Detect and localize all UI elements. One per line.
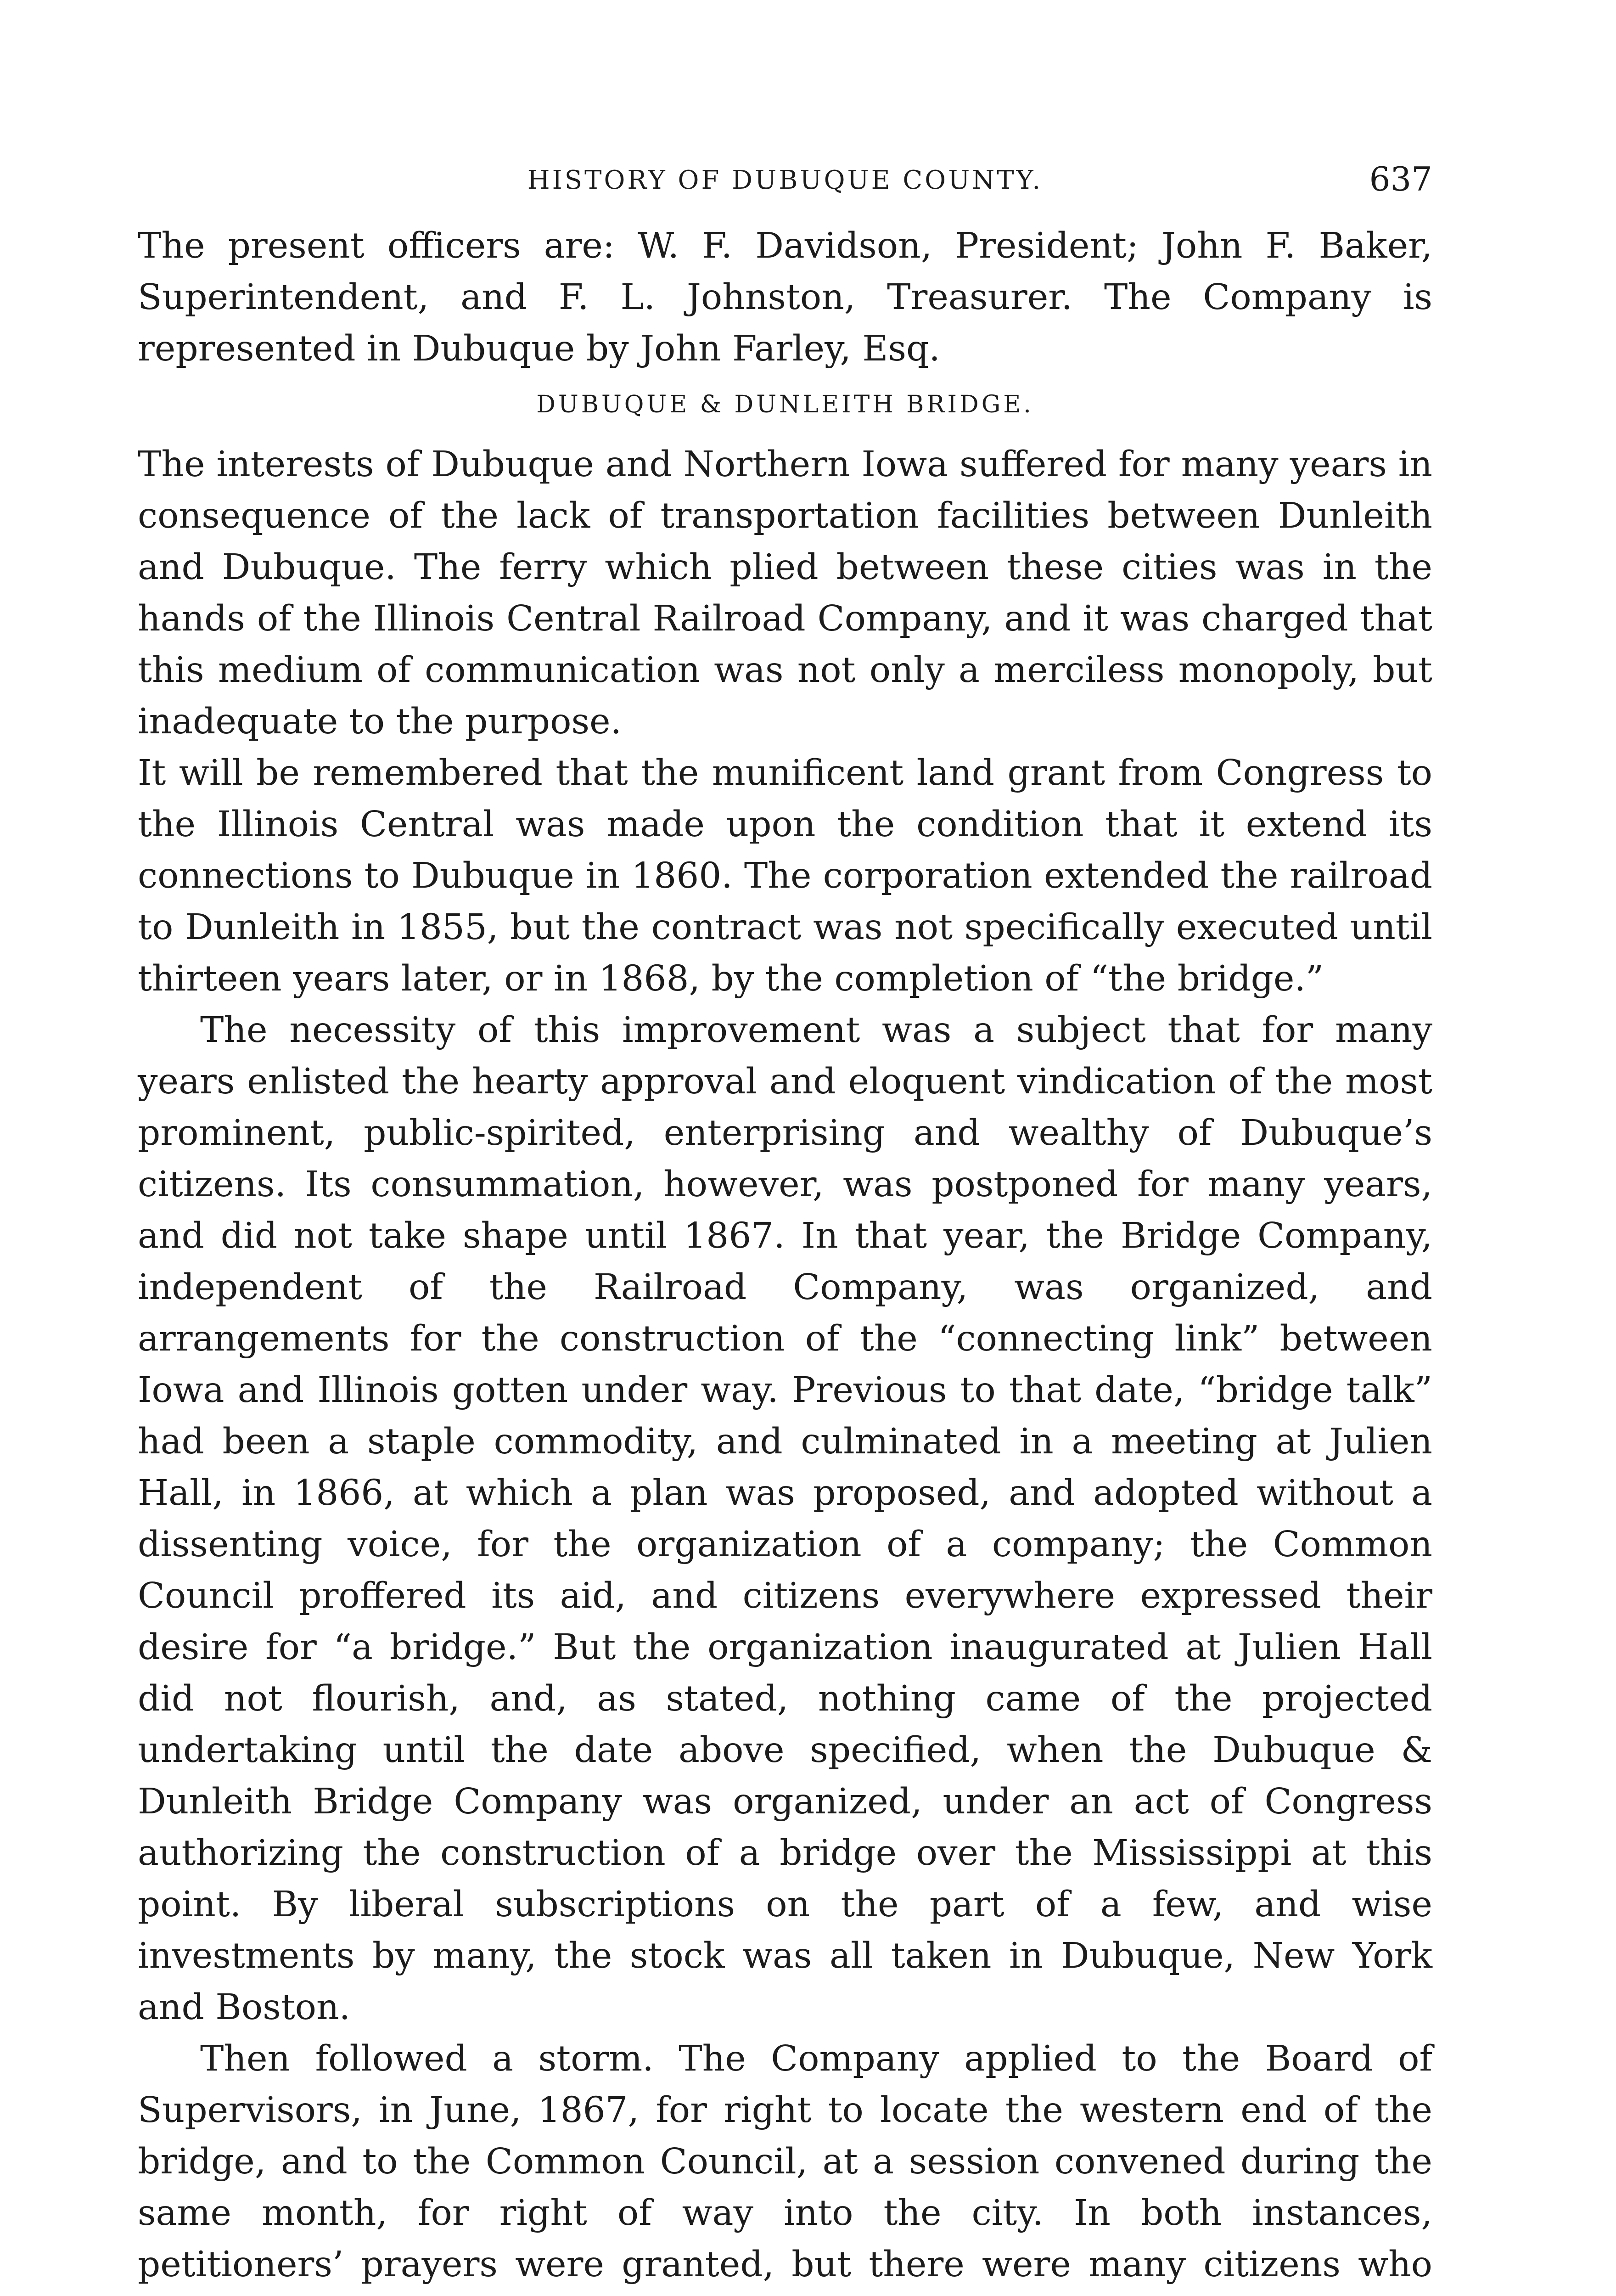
page-number: 637 xyxy=(1369,160,1432,198)
document-page xyxy=(138,156,1432,2296)
paragraph-3: The necessity of this improvement was a subject that for many years enlisted the hearty approval and eloquent vindication of the most prominent, public-spirited, enterprising and wealthy of Dubuque’s citizens. Its consummation, however, was postponed for many years, and did not take shape until 1867. In that year, the Bridge Company, independent of the Railroad Company, was organized, and arrangements for the construction of the “connecting link” between Iowa and Illinois gotten under way. Previous to that date, “bridge talk” had been a staple commodity, and culminated in a meeting at Julien Hall, in 1866, at which a plan was proposed, and adopted without a dissenting voice, for the organization of a company; the Common Council proffered its aid, and citizens everywhere expressed their desire for “a bridge.” But the organization inaugurated at Julien Hall did not flourish, and, as stated, nothing came of the projected undertaking until the date above specified, when the Dubuque & Dunleith Bridge Company was organized, under an act of Congress authorizing the construction of a bridge over the Mississippi at this point. By liberal subscriptions on the part of a few, and wise investments by many, the stock was all taken in Dubuque, New York and Boston. xyxy=(138,1010,1432,2028)
running-title: HISTORY OF DUBUQUE COUNTY. xyxy=(527,165,1043,195)
running-head xyxy=(138,156,1432,220)
section-heading: DUBUQUE & DUNLEITH BRIDGE. xyxy=(536,391,1034,418)
paragraph-1: The interests of Dubuque and Northern Iowa suffered for many years in consequence of the lack of transportation facilities between Dunleith and Dubuque. The ferry which plied between these cities was in the hands of the Illinois Central Railroad Company, and it was charged that this medium of communication was not only a merciless monopoly, but inadequate to the purpose. xyxy=(138,444,1432,742)
intro-paragraph: The present officers are: W. F. Davidson, President; John F. Baker, Superintendent, and F. L. Johnston, Treasurer. The Company is represented in Dubuque by John Farley, Esq. xyxy=(138,225,1432,369)
paragraph-2: It will be remembered that the munificent land grant from Congress to the Illinois Central was made upon the condition that it extend its connections to Dubuque in 1860. The corporation extended the railroad to Dunleith in 1855, but the contract was not specifically executed until thirteen years later, or in 1868, by the completion of “the bridge.” xyxy=(138,753,1432,999)
paragraph-4: Then followed a storm. The Company applied to the Board of Supervisors, in June, 1867, for right to locate the western end of the bridge, and to the Common Council, at a session convened during the same month, for right of way into the city. In both instances, petitioners’ prayers were granted, but there were many citizens who xyxy=(138,2038,1432,2285)
